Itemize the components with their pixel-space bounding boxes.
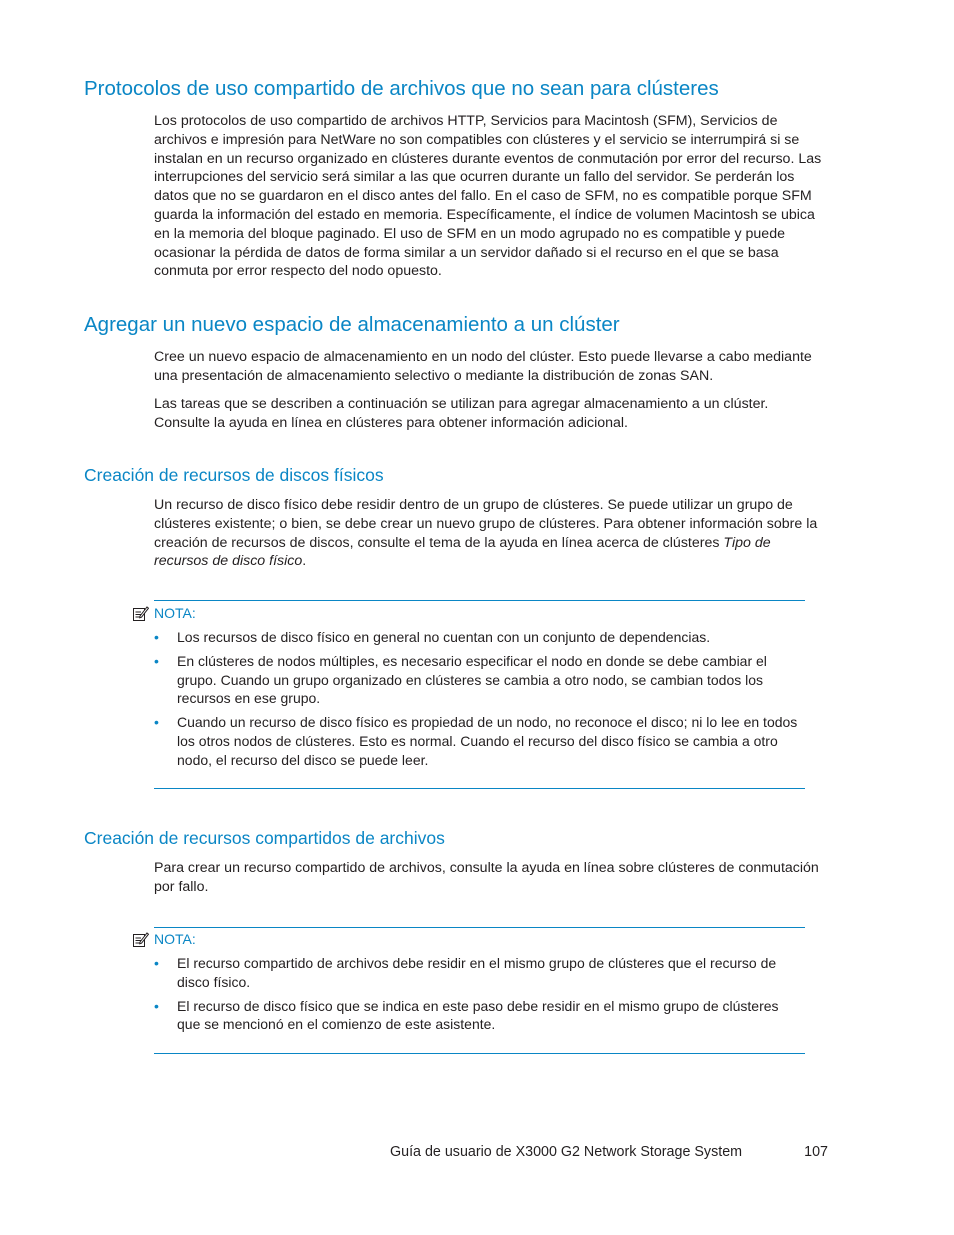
note-icon bbox=[132, 931, 149, 948]
note-list-item bbox=[154, 997, 804, 1035]
note-item-text: En clústeres de nodos múltiples, es necesario especificar el nodo en donde se debe cambiar el grupo. Cuando un grupo organizado en clústeres se cambia a otro nodo, se cambian todos los recursos en ese grupo. bbox=[177, 652, 767, 707]
section-paragraph-agregar-2: Las tareas que se describen a continuación se utilizan para agregar almacenamiento a un clúster. Consulte la ayuda en línea en clústeres para obtener información adicional. bbox=[154, 396, 769, 431]
bullet: • bbox=[154, 629, 159, 645]
note-bottom-rule bbox=[154, 1053, 805, 1054]
section-paragraph-protocolos: Los protocolos de uso compartido de archivos HTTP, Servicios para Macintosh (SFM), Servicios de archivos e impresión para NetWare no son compatibles con clústeres y el servicio se interrumpirá si se instalan en un recurso organizado en clústeres durante eventos de conmutación por error del recurso. Las interrupciones del servicio será similar a las que ocurren durante un fallo del servidor. Se perderán los datos que no se guardaron en el disco antes del fallo. En el caso de SFM, no es compatible porque SFM guarda la información del estado en memoria. Específicamente, el índice de volumen Macintosh se ubica en la memoria del bloque paginado. El uso de SFM en un modo agrupado no es compatible y puede ocasionar la pérdida de datos de forma similar a un servidor dañado si el recurso en el que se basa conmuta por error respecto del nodo opuesto. bbox=[154, 113, 822, 280]
note-list bbox=[154, 628, 804, 770]
section-heading-agregar: Agregar un nuevo espacio de almacenamiento a un clúster bbox=[84, 313, 620, 336]
bullet: • bbox=[154, 955, 159, 971]
bullet: • bbox=[154, 714, 159, 731]
subsection-paragraph-discos bbox=[154, 496, 826, 571]
note-header bbox=[132, 604, 196, 622]
note-bottom-rule bbox=[154, 788, 805, 789]
footer-title: Guía de usuario de X3000 G2 Network Storage System bbox=[390, 1144, 743, 1160]
note-header bbox=[132, 930, 196, 948]
note-list-item bbox=[154, 628, 804, 647]
note-label: NOTA: bbox=[154, 931, 196, 947]
section-heading-protocolos: Protocolos de uso compartido de archivos que no sean para clústeres bbox=[84, 77, 719, 100]
page-footer bbox=[390, 1144, 828, 1164]
note-list-item bbox=[154, 713, 804, 769]
page-number: 107 bbox=[804, 1144, 828, 1160]
note-list-item bbox=[154, 954, 804, 992]
note-item-text: El recurso compartido de archivos debe residir en el mismo grupo de clústeres que el recurso de disco físico. bbox=[177, 955, 777, 990]
paragraph-text: Un recurso de disco físico debe residir dentro de un grupo de clústeres. Se puede utilizar un grupo de clústeres existente; o bien, se debe crear un nuevo grupo de clústeres. Para obtener información sobre la creación de recursos de discos, consulte el tema de la ayuda en línea acerca de clústeres bbox=[154, 497, 818, 551]
bullet: • bbox=[154, 997, 159, 1014]
note-list bbox=[154, 954, 804, 1034]
section-paragraph-agregar-1: Cree un nuevo espacio de almacenamiento en un nodo del clúster. Esto puede llevarse a cabo mediante una presentación de almacenamiento selectivo o mediante la distribución de zonas SAN. bbox=[154, 349, 812, 384]
subsection-paragraph-compartidos: Para crear un recurso compartido de archivos, consulte la ayuda en línea sobre clústeres de conmutación por fallo. bbox=[154, 860, 819, 895]
paragraph-end: . bbox=[302, 553, 307, 570]
subsection-heading-discos: Creación de recursos de discos físicos bbox=[84, 465, 384, 485]
subsection-heading-compartidos: Creación de recursos compartidos de archivos bbox=[84, 828, 445, 848]
note-item-text: Los recursos de disco físico en general no cuentan con un conjunto de dependencias. bbox=[177, 629, 711, 645]
note-top-rule bbox=[154, 600, 805, 601]
note-label: NOTA: bbox=[154, 605, 196, 621]
note-list-item bbox=[154, 652, 804, 708]
bullet: • bbox=[154, 652, 159, 669]
note-top-rule bbox=[154, 927, 805, 928]
paragraph-italic-text: Tipo de recursos de disco físico bbox=[154, 534, 771, 570]
note-icon bbox=[132, 605, 149, 622]
note-item-text: El recurso de disco físico que se indica en este paso debe residir en el mismo grupo de clústeres que se mencionó en el comienzo de este asistente. bbox=[177, 997, 779, 1033]
note-item-text: Cuando un recurso de disco físico es propiedad de un nodo, no reconoce el disco; ni lo lee en todos los otros nodos de clústeres. Esto es normal. Cuando el recurso del disco físico se cambia a otro nodo, el recurso del disco se puede leer. bbox=[177, 714, 798, 768]
